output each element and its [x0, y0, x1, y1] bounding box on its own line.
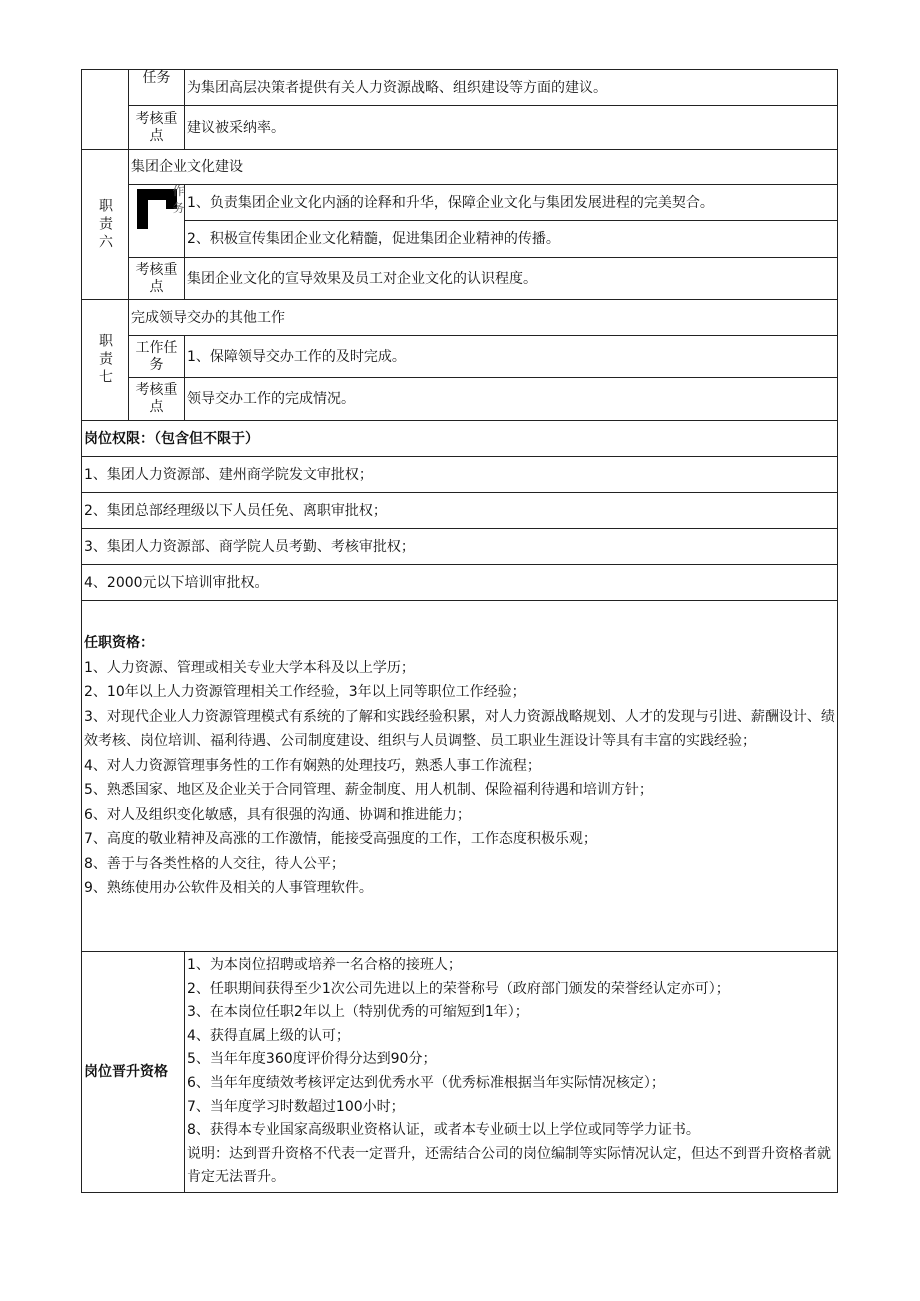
duty7-check-text: 领导交办工作的完成情况。: [185, 378, 838, 421]
qualification-item: 5、熟悉国家、地区及企业关于合同管理、薪金制度、用人机制、保险福利待遇和培训方针；: [84, 782, 653, 798]
qualification-item: 9、熟练使用办公软件及相关的人事管理软件。: [84, 880, 373, 896]
check-label: 考核重点: [129, 106, 185, 150]
promotion-item: 2、任职期间获得至少1次公司先进以上的荣誉称号（政府部门颁发的荣誉经认定亦可）；: [187, 980, 730, 997]
duty7-label: 职责七: [82, 300, 129, 421]
prev-duty-check-row: [82, 106, 838, 150]
task-label-fragment: 作务: [172, 184, 185, 215]
authority-item-3: 3、集团人力资源部、商学院人员考勤、考核审批权；: [82, 529, 838, 565]
duty6-check-row: [82, 258, 838, 300]
redaction-mark: [133, 184, 185, 229]
duty6-check-text: 集团企业文化的宣导效果及员工对企业文化的认识程度。: [185, 258, 838, 300]
authority-row: [82, 565, 838, 601]
duty6-task-row-1: [82, 185, 838, 221]
qualification-item: 4、对人力资源管理事务性的工作有娴熟的处理技巧，熟悉人事工作流程；: [84, 757, 541, 774]
duty6-task-label-cell: [129, 185, 185, 258]
promotion-item: 6、当年年度绩效考核评定达到优秀水平（优秀标准根据当年实际情况核定）；: [187, 1074, 665, 1091]
job-description-sheet: [81, 69, 838, 1193]
promotion-item: 3、在本岗位任职2年以上（特别优秀的可缩短到1年）；: [187, 1004, 529, 1021]
authority-row: [82, 457, 838, 493]
promotion-item: 4、获得直属上级的认可；: [187, 1027, 350, 1044]
promotion-item: 7、当年度学习时数超过100小时；: [187, 1098, 405, 1115]
duty7-check-label: 考核重点: [129, 378, 185, 421]
job-description-table: [81, 69, 838, 1193]
promotion-item: 8、获得本专业国家高级职业资格认证，或者本专业硕士以上学位或同等学力证书。: [187, 1122, 700, 1139]
authority-title-row: [82, 421, 838, 457]
prev-duty-label-cell: [82, 70, 129, 150]
promotion-item: 5、当年年度360度评价得分达到90分；: [187, 1051, 437, 1068]
qualification-item: 2、10年以上人力资源管理相关工作经验，3年以上同等职位工作经验；: [84, 684, 526, 700]
authority-item-1: 1、集团人力资源部、建州商学院发文审批权；: [82, 457, 838, 493]
check-text: 建议被采纳率。: [185, 106, 838, 150]
qualification-item: 1、人力资源、管理或相关专业大学本科及以上学历；: [84, 659, 415, 676]
authority-row: [82, 529, 838, 565]
duty7-title: 完成领导交办的其他工作: [129, 300, 838, 336]
duty7-title-row: [82, 300, 838, 336]
promotion-row: [82, 952, 838, 1193]
authority-row: [82, 493, 838, 529]
qualification-cell: [82, 601, 838, 952]
qualification-title: 任职资格：: [84, 635, 154, 651]
duty6-title: 集团企业文化建设: [129, 150, 838, 185]
promotion-label: 岗位晋升资格: [82, 952, 185, 1193]
prev-duty-task-row: [82, 70, 838, 106]
duty7-task-row: [82, 336, 838, 378]
duty7-task-label: 工作任务: [129, 336, 185, 378]
authority-title: 岗位权限：（包含但不限于）: [82, 421, 838, 457]
promotion-item: 1、为本岗位招聘或培养一名合格的接班人；: [187, 957, 462, 973]
duty7-check-row: [82, 378, 838, 421]
duty6-label: 职责六: [82, 150, 129, 300]
duty6-check-label: 考核重点: [129, 258, 185, 300]
promotion-cell: [185, 952, 838, 1193]
duty6-title-row: [82, 150, 838, 185]
qualification-item: 8、善于与各类性格的人交往，待人公平；: [84, 855, 345, 872]
authority-item-4: 4、2000元以下培训审批权。: [82, 565, 838, 601]
qualification-item: 3、对现代企业人力资源管理模式有系统的了解和实践经验积累，对人力资源战略规划、人才的发现与引进、薪酬设计、绩效考核、岗位培训、福利待遇、公司制度建设、组织与人员调整、员工职业生涯设计等具有丰富的实践经验；: [84, 708, 835, 749]
task-text: 为集团高层决策者提供有关人力资源战略、组织建设等方面的建议。: [185, 70, 838, 106]
duty6-task-2: 2、积极宣传集团企业文化精髓，促进集团企业精神的传播。: [185, 221, 838, 258]
qualification-item: 6、对人及组织变化敏感，具有很强的沟通、协调和推进能力；: [84, 806, 471, 823]
duty6-task-1: 1、负责集团企业文化内涵的诠释和升华，保障企业文化与集团发展进程的完美契合。: [185, 185, 838, 221]
qualification-item: 7、高度的敬业精神及高涨的工作激情，能接受高强度的工作，工作态度积极乐观；: [84, 831, 597, 847]
task-label: 任务: [129, 70, 185, 106]
duty7-task-text: 1、保障领导交办工作的及时完成。: [185, 336, 838, 378]
authority-item-2: 2、集团总部经理级以下人员任免、离职审批权；: [82, 493, 838, 529]
promotion-note: 说明：达到晋升资格不代表一定晋升，还需结合公司的岗位编制等实际情况认定，但达不到晋升资格者就肯定无法晋升。: [187, 1145, 831, 1186]
qualification-row: [82, 601, 838, 952]
duty6-task-row-2: [82, 221, 838, 258]
